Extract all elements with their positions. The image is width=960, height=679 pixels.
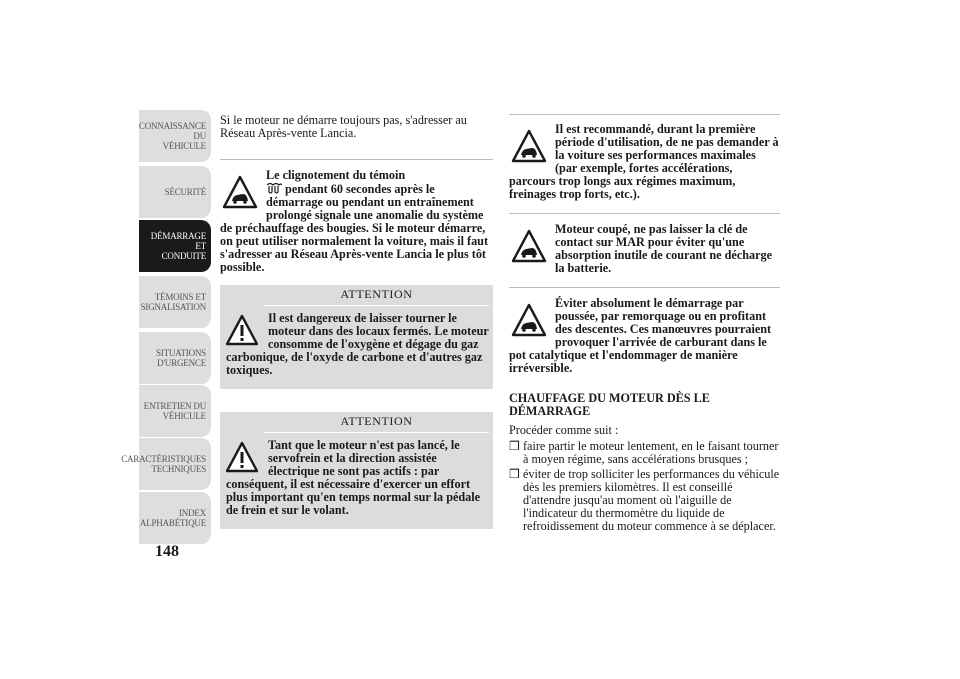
tab-securite[interactable] bbox=[139, 166, 211, 218]
tab-label: INDEX ALPHABÉTIQUE bbox=[139, 508, 206, 528]
car-caution-triangle-icon bbox=[511, 228, 547, 264]
procedure-intro: Procéder comme suit : bbox=[509, 423, 619, 437]
push-start-note bbox=[509, 287, 780, 375]
tab-connaissance-du-vehicule[interactable] bbox=[139, 110, 211, 162]
car-caution-triangle-icon bbox=[511, 302, 547, 338]
battery-note bbox=[509, 213, 780, 275]
note-text: Éviter absolument le démarrage par poussée, par remorquage ou en profitant des descentes. Ces manœuvres pourraient provoquer l'arrivée de carburant dans le pot catalytique et l'endommager de manière irréversible. bbox=[509, 296, 772, 375]
attention-heading: ATTENTION bbox=[264, 412, 489, 433]
tab-demarrage-et-conduite[interactable] bbox=[139, 220, 211, 272]
tab-label: SÉCURITÉ bbox=[164, 187, 206, 197]
tab-label: TÉMOINS ET SIGNALISATION bbox=[140, 292, 206, 312]
attention-text: Il est dangereux de laisser tourner le moteur dans des locaux fermés. Le moteur consomme de l'oxygène et dégage du gaz carbonique, de l'oxyde de carbone et d'autres gaz toxiques. bbox=[226, 311, 489, 377]
car-caution-triangle-icon bbox=[511, 128, 547, 164]
note-text: Moteur coupé, ne pas laisser la clé de contact sur MAR pour éviter qu'une absorption inutile de courant ne décharge la batterie. bbox=[555, 222, 773, 275]
exclamation-triangle-icon bbox=[226, 314, 258, 346]
intro-paragraph: Si le moteur ne démarre toujours pas, s'adresser au Réseau Après-vente Lancia. bbox=[220, 113, 467, 140]
section-title: CHAUFFAGE DU MOTEUR DÈS LE DÉMARRAGE bbox=[509, 391, 710, 418]
tab-label: CARACTÉRISTIQUES TECHNIQUES bbox=[121, 454, 206, 474]
glow-plug-indicator-icon bbox=[266, 182, 282, 194]
glow-plug-note bbox=[220, 159, 493, 274]
car-caution-triangle-icon bbox=[222, 174, 258, 210]
attention-text: Tant que le moteur n'est pas lancé, le servofrein et la direction assistée électrique ne sont pas actifs : par conséquent, il est nécessaire d'exercer un effort plus important qu'en temps normal sur la pédale de frein et sur le volant. bbox=[226, 438, 481, 517]
tab-caracteristiques-techniques[interactable] bbox=[121, 438, 211, 490]
tab-label: CONNAISSANCE DU VÉHICULE bbox=[138, 121, 206, 151]
tab-label: DÉMARRAGE ET CONDUITE bbox=[150, 231, 206, 261]
attention-heading: ATTENTION bbox=[264, 285, 489, 306]
right-column bbox=[509, 114, 780, 533]
exclamation-triangle-icon bbox=[226, 441, 258, 473]
tab-label: SITUATIONS D'URGENCE bbox=[155, 348, 206, 368]
tab-index-alphabetique[interactable] bbox=[139, 492, 211, 544]
page-number: 148 bbox=[155, 543, 179, 560]
attention-box-1 bbox=[220, 285, 493, 389]
note-text-rest: pendant 60 secondes après le démarrage ou pendant un entraînement prolongé signale une anomalie du système de préchauffage des bougies. Si le moteur démarre, on peut utiliser normalement la voiture, mais il faut s'adresser au Réseau Après-vente Lancia le plus tôt possible. bbox=[220, 182, 488, 274]
attention-box-2 bbox=[220, 412, 493, 529]
note-text-start: Le clignotement du témoin bbox=[266, 168, 406, 182]
note-text: Il est recommandé, durant la première période d'utilisation, de ne pas demander à la voiture ses performances maximales (par exemple, fortes accélérations, parcours trop longs aux régimes maximum, freinages trop forts, etc.). bbox=[509, 122, 779, 201]
running-in-note bbox=[509, 114, 780, 201]
tab-entretien-du-vehicule[interactable] bbox=[139, 385, 211, 437]
list-item: ❒ faire partir le moteur lentement, en le faisant tourner à moyen régime, sans accélérations brusques ; bbox=[509, 439, 779, 466]
list-item: ❒ éviter de trop solliciter les performances du véhicule dès les premiers kilomètres. Il est conseillé d'attendre jusqu'au moment où l'aiguille de l'indicateur du thermomètre du liquide de refroidissement du moteur commence à se déplacer. bbox=[509, 467, 780, 533]
tab-temoins-et-signalisation[interactable] bbox=[139, 276, 211, 328]
tab-situations-d-urgence[interactable] bbox=[139, 332, 211, 384]
left-column bbox=[220, 114, 493, 529]
tab-label: ENTRETIEN DU VÉHICULE bbox=[143, 401, 206, 421]
